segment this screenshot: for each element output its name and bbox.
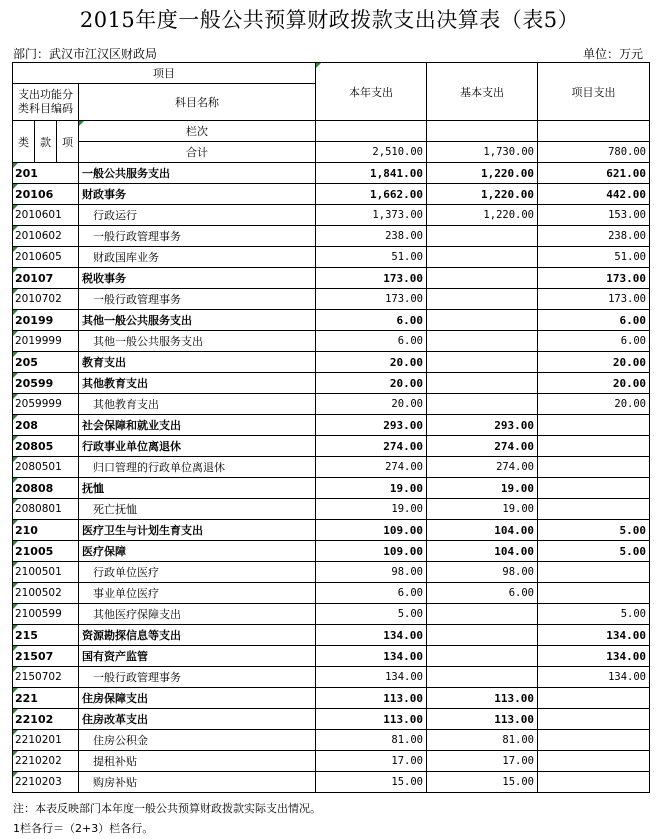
row-code: 2059999 [13, 394, 79, 415]
table-row [13, 331, 650, 352]
header-spacer [316, 121, 427, 142]
row-name: 财政事务 [79, 184, 316, 205]
header-row-1 [13, 63, 650, 84]
row-col2: 104.00 [427, 520, 538, 541]
table-row [13, 226, 650, 247]
row-col2: 81.00 [427, 730, 538, 751]
header-lei: 类 [13, 121, 35, 163]
table-row [13, 478, 650, 499]
table-row [13, 583, 650, 604]
row-col3 [538, 562, 650, 583]
row-code: 2010702 [13, 289, 79, 310]
row-code: 2210203 [13, 772, 79, 793]
row-col2: 1,220.00 [427, 184, 538, 205]
row-name: 抚恤 [79, 478, 316, 499]
row-col1: 20.00 [316, 352, 427, 373]
table-row [13, 541, 650, 562]
row-col1: 20.00 [316, 394, 427, 415]
row-col3 [538, 751, 650, 772]
row-col3: 5.00 [538, 541, 650, 562]
row-col1: 98.00 [316, 562, 427, 583]
row-code: 201 [13, 163, 79, 184]
row-code: 21507 [13, 646, 79, 667]
table-row [13, 457, 650, 478]
row-col1: 15.00 [316, 772, 427, 793]
expenditure-table [12, 62, 650, 793]
row-col2: 113.00 [427, 709, 538, 730]
row-name: 购房补贴 [79, 772, 316, 793]
row-name: 医疗保障 [79, 541, 316, 562]
row-col2 [427, 331, 538, 352]
table-row [13, 646, 650, 667]
row-code: 20808 [13, 478, 79, 499]
total-col1: 2,510.00 [316, 142, 427, 163]
table-row [13, 520, 650, 541]
header-code-label [13, 84, 79, 121]
row-col1: 5.00 [316, 604, 427, 625]
row-col2 [427, 394, 538, 415]
header-kuan: 款 [35, 121, 57, 163]
row-name: 其他医疗保障支出 [79, 604, 316, 625]
row-col2 [427, 352, 538, 373]
table-row [13, 205, 650, 226]
unit-label: 单位：万元 [582, 47, 643, 61]
row-col2 [427, 646, 538, 667]
row-code: 2100502 [13, 583, 79, 604]
row-name: 死亡抚恤 [79, 499, 316, 520]
row-col1: 113.00 [316, 709, 427, 730]
row-code: 20106 [13, 184, 79, 205]
table-row [13, 730, 650, 751]
table-row [13, 667, 650, 688]
row-name: 归口管理的行政单位离退休 [79, 457, 316, 478]
table-row [13, 310, 650, 331]
row-col1: 20.00 [316, 373, 427, 394]
row-col1: 274.00 [316, 457, 427, 478]
row-name: 一般行政管理事务 [79, 289, 316, 310]
table-row [13, 394, 650, 415]
row-name: 住房公积金 [79, 730, 316, 751]
total-col2: 1,730.00 [427, 142, 538, 163]
row-col2: 1,220.00 [427, 205, 538, 226]
total-row [13, 142, 650, 163]
table-row [13, 352, 650, 373]
row-col2 [427, 310, 538, 331]
row-col2: 1,220.00 [427, 163, 538, 184]
report-title: 2015年度一般公共预算财政拨款支出决算表（表5） [79, 8, 580, 32]
row-name: 医疗卫生与计划生育支出 [79, 520, 316, 541]
table-row [13, 772, 650, 793]
row-col3: 621.00 [538, 163, 650, 184]
row-col3 [538, 499, 650, 520]
row-col3: 442.00 [538, 184, 650, 205]
row-col1: 173.00 [316, 268, 427, 289]
table-row [13, 184, 650, 205]
row-col3: 238.00 [538, 226, 650, 247]
row-code: 20805 [13, 436, 79, 457]
row-code: 2080501 [13, 457, 79, 478]
row-col1: 6.00 [316, 310, 427, 331]
row-name: 资源勘探信息等支出 [79, 625, 316, 646]
row-col1: 134.00 [316, 646, 427, 667]
table-row [13, 625, 650, 646]
row-code: 2150702 [13, 667, 79, 688]
row-col3: 20.00 [538, 352, 650, 373]
row-col3: 153.00 [538, 205, 650, 226]
table-row [13, 373, 650, 394]
row-col2: 19.00 [427, 478, 538, 499]
row-name: 其他教育支出 [79, 394, 316, 415]
row-code: 20599 [13, 373, 79, 394]
row-col1: 113.00 [316, 688, 427, 709]
table-row [13, 289, 650, 310]
row-code: 20107 [13, 268, 79, 289]
department-label: 部门：武汉市江汉区财政局 [13, 47, 158, 61]
header-spacer [538, 121, 650, 142]
row-col2 [427, 625, 538, 646]
row-col2 [427, 604, 538, 625]
row-col3 [538, 478, 650, 499]
header-code-label-line1: 支出功能分 [18, 88, 73, 101]
header-spacer [427, 121, 538, 142]
row-name: 教育支出 [79, 352, 316, 373]
row-code: 208 [13, 415, 79, 436]
row-col2: 274.00 [427, 436, 538, 457]
row-col1: 51.00 [316, 247, 427, 268]
row-col1: 1,841.00 [316, 163, 427, 184]
row-col3: 134.00 [538, 625, 650, 646]
row-col1: 109.00 [316, 520, 427, 541]
row-col1: 1,373.00 [316, 205, 427, 226]
row-code: 205 [13, 352, 79, 373]
row-col3 [538, 436, 650, 457]
header-xiang: 项 [57, 121, 79, 163]
header-code-label-line2: 类科目编码 [18, 102, 73, 115]
table-row [13, 163, 650, 184]
row-name: 行政单位医疗 [79, 562, 316, 583]
table-row [13, 688, 650, 709]
header-col1: 本年支出 [316, 63, 427, 121]
table-row [13, 604, 650, 625]
row-col2: 17.00 [427, 751, 538, 772]
row-name: 行政事业单位离退休 [79, 436, 316, 457]
row-name: 行政运行 [79, 205, 316, 226]
row-code: 210 [13, 520, 79, 541]
table-row [13, 562, 650, 583]
row-col2: 19.00 [427, 499, 538, 520]
row-code: 2019999 [13, 331, 79, 352]
row-col2: 104.00 [427, 541, 538, 562]
row-code: 215 [13, 625, 79, 646]
row-col2: 15.00 [427, 772, 538, 793]
row-code: 2100501 [13, 562, 79, 583]
row-col1: 1,662.00 [316, 184, 427, 205]
row-col3: 5.00 [538, 520, 650, 541]
row-code: 2210201 [13, 730, 79, 751]
row-col3: 134.00 [538, 646, 650, 667]
row-name: 其他一般公共服务支出 [79, 310, 316, 331]
row-code: 22102 [13, 709, 79, 730]
row-col3: 173.00 [538, 289, 650, 310]
table-row [13, 415, 650, 436]
row-col3 [538, 583, 650, 604]
row-code: 20199 [13, 310, 79, 331]
header-name: 科目名称 [79, 84, 316, 121]
row-col3 [538, 709, 650, 730]
table-row [13, 247, 650, 268]
row-code: 221 [13, 688, 79, 709]
row-name: 一般公共服务支出 [79, 163, 316, 184]
row-name: 一般行政管理事务 [79, 667, 316, 688]
row-col2 [427, 667, 538, 688]
row-col2: 6.00 [427, 583, 538, 604]
row-col3 [538, 415, 650, 436]
row-name: 财政国库业务 [79, 247, 316, 268]
table-row [13, 709, 650, 730]
row-col3: 51.00 [538, 247, 650, 268]
table-row [13, 436, 650, 457]
lanci-label: 栏次 [79, 121, 316, 142]
row-col3: 6.00 [538, 331, 650, 352]
row-col3: 20.00 [538, 373, 650, 394]
row-code: 2010601 [13, 205, 79, 226]
row-col2: 113.00 [427, 688, 538, 709]
row-col2 [427, 226, 538, 247]
row-col1: 19.00 [316, 478, 427, 499]
row-col2: 274.00 [427, 457, 538, 478]
row-col1: 19.00 [316, 499, 427, 520]
table-row [13, 268, 650, 289]
row-col1: 293.00 [316, 415, 427, 436]
row-col1: 6.00 [316, 331, 427, 352]
row-col1: 173.00 [316, 289, 427, 310]
row-col1: 134.00 [316, 667, 427, 688]
row-col2: 98.00 [427, 562, 538, 583]
total-label: 合计 [79, 142, 316, 163]
row-col3: 134.00 [538, 667, 650, 688]
row-col1: 134.00 [316, 625, 427, 646]
row-code: 2010602 [13, 226, 79, 247]
row-col1: 238.00 [316, 226, 427, 247]
row-name: 住房改革支出 [79, 709, 316, 730]
row-col3: 20.00 [538, 394, 650, 415]
row-code: 2210202 [13, 751, 79, 772]
row-col1: 17.00 [316, 751, 427, 772]
row-col3 [538, 457, 650, 478]
row-code: 2100599 [13, 604, 79, 625]
row-col2: 293.00 [427, 415, 538, 436]
note-line-1: 注：本表反映部门本年度一般公共预算财政拨款实际支出情况。 [13, 802, 321, 815]
row-name: 税收事务 [79, 268, 316, 289]
row-col2 [427, 289, 538, 310]
total-col3: 780.00 [538, 142, 650, 163]
table-row [13, 499, 650, 520]
row-col3: 5.00 [538, 604, 650, 625]
row-col3 [538, 688, 650, 709]
row-name: 一般行政管理事务 [79, 226, 316, 247]
row-col1: 109.00 [316, 541, 427, 562]
row-col3: 173.00 [538, 268, 650, 289]
header-col2: 基本支出 [427, 63, 538, 121]
row-name: 国有资产监管 [79, 646, 316, 667]
row-col2 [427, 247, 538, 268]
table-row [13, 751, 650, 772]
row-code: 21005 [13, 541, 79, 562]
row-col3 [538, 772, 650, 793]
row-name: 住房保障支出 [79, 688, 316, 709]
row-col3: 6.00 [538, 310, 650, 331]
row-name: 其他一般公共服务支出 [79, 331, 316, 352]
row-name: 其他教育支出 [79, 373, 316, 394]
row-col1: 81.00 [316, 730, 427, 751]
row-name: 社会保障和就业支出 [79, 415, 316, 436]
header-col3: 项目支出 [538, 63, 650, 121]
row-code: 2080801 [13, 499, 79, 520]
row-col2 [427, 268, 538, 289]
note-line-2: 1栏各行＝（2+3）栏各行。 [13, 822, 154, 835]
row-name: 事业单位医疗 [79, 583, 316, 604]
row-name: 提租补贴 [79, 751, 316, 772]
row-col1: 6.00 [316, 583, 427, 604]
row-col1: 274.00 [316, 436, 427, 457]
row-col2 [427, 373, 538, 394]
row-col3 [538, 730, 650, 751]
header-item: 项目 [13, 63, 316, 84]
row-code: 2010605 [13, 247, 79, 268]
